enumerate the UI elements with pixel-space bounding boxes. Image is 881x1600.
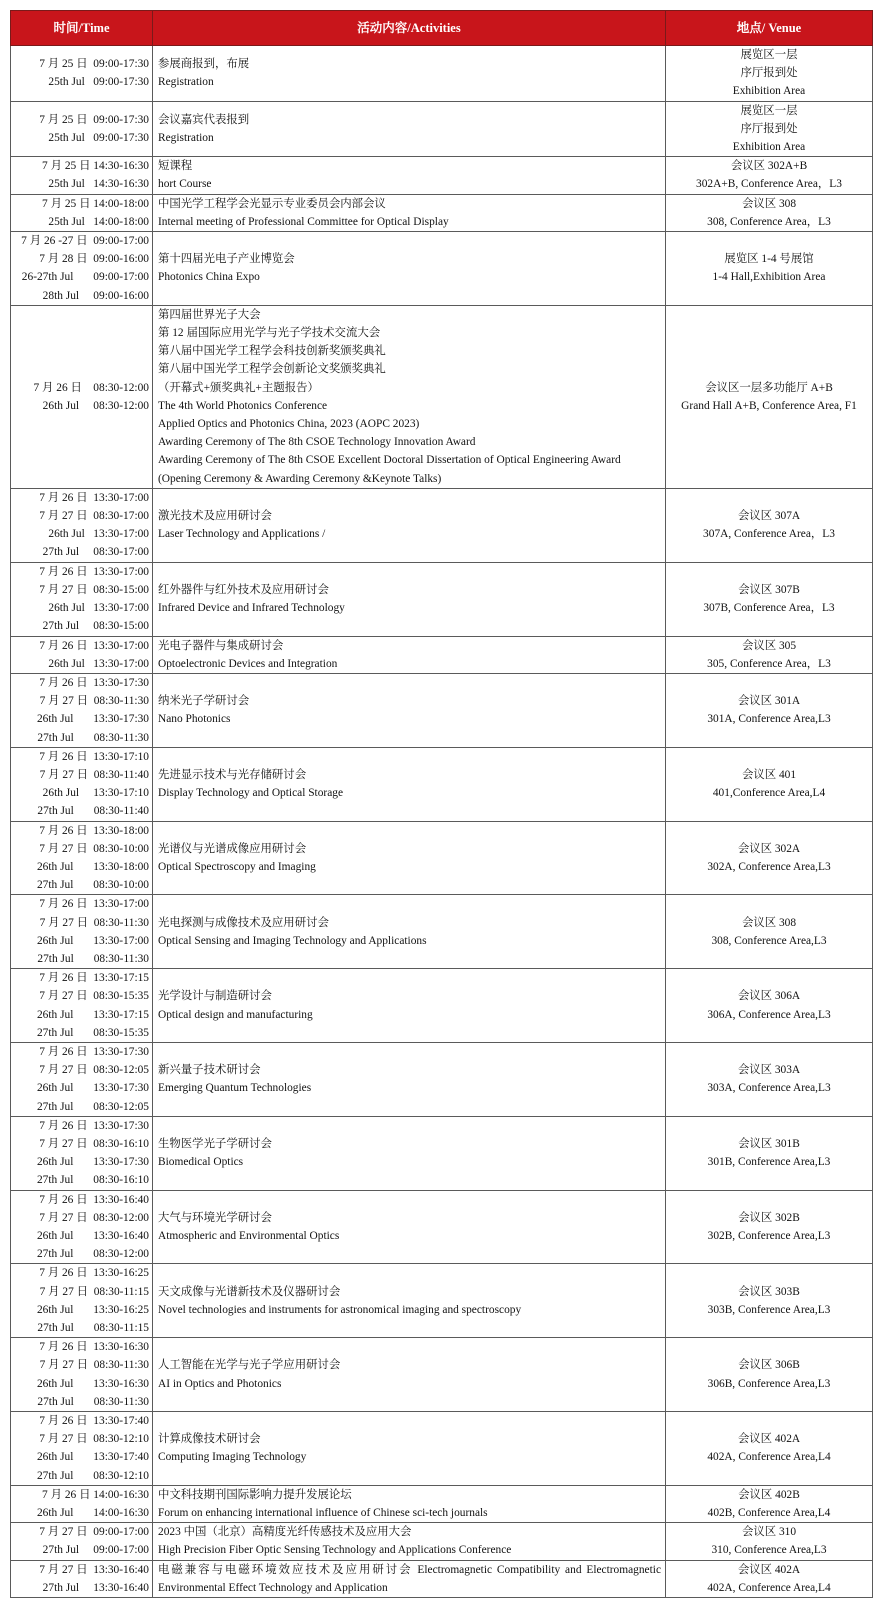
venue-line: 402A, Conference Area,L4 — [707, 1451, 831, 1464]
activity-line: Nano Photonics — [158, 713, 231, 726]
time-cell — [11, 636, 153, 673]
venue-cell — [666, 1412, 873, 1486]
venue-cell — [666, 194, 873, 231]
venue-cell — [666, 895, 873, 969]
time-line: 7 月 27 日 08:30-12:10 — [39, 1433, 149, 1446]
activity-line: 天文成像与光谱新技术及仪器研讨会 — [158, 1285, 341, 1298]
venue-line: Exhibition Area — [732, 85, 806, 98]
time-line: 7 月 26 日 13:30-16:30 — [39, 1341, 149, 1354]
time-line: 28th Jul 09:00-16:00 — [42, 289, 149, 302]
venue-cell — [666, 1116, 873, 1190]
activity-line: 第十四届光电子产业博览会 — [158, 253, 295, 266]
time-line: 27th Jul 13:30-16:40 — [42, 1581, 149, 1594]
time-cell — [11, 673, 153, 747]
venue-cell — [666, 747, 873, 821]
time-line: 7 月 27 日 08:30-11:30 — [39, 1359, 149, 1372]
schedule-row — [11, 157, 873, 194]
activity-line: Biomedical Optics — [158, 1156, 244, 1169]
venue-cell — [666, 636, 873, 673]
time-cell — [11, 305, 153, 488]
venue-cell — [666, 1485, 873, 1522]
venue-line: 会议区 302A — [737, 842, 801, 855]
header-venue: 地点/ Venue — [666, 11, 873, 46]
act-cell — [153, 1042, 666, 1116]
act-cell — [153, 305, 666, 488]
venue-line: 展览区 1-4 号展馆 — [724, 253, 814, 266]
act-cell — [153, 636, 666, 673]
activity-line: Display Technology and Optical Storage — [158, 787, 343, 800]
time-line: 25th Jul 14:00-18:00 — [48, 215, 149, 228]
time-line: 25th Jul 09:00-17:30 — [48, 131, 149, 144]
time-cell — [11, 101, 153, 157]
time-line: 26th Jul 13:30-17:00 — [48, 657, 149, 670]
venue-cell — [666, 101, 873, 157]
time-cell — [11, 1412, 153, 1486]
venue-line: 序厅报到处 — [740, 122, 798, 135]
venue-cell — [666, 562, 873, 636]
venue-cell — [666, 488, 873, 562]
time-line: 26th Jul 13:30-17:30 — [36, 713, 149, 726]
activity-line: 人工智能在光学与光子学应用研讨会 — [158, 1359, 341, 1372]
time-line: 7 月 27 日 08:30-11:30 — [39, 916, 149, 929]
venue-line: 302A, Conference Area,L3 — [707, 860, 831, 873]
time-cell — [11, 157, 153, 194]
activity-line: 光学设计与制造研讨会 — [158, 990, 272, 1003]
schedule-row — [11, 821, 873, 895]
act-cell — [153, 101, 666, 157]
schedule-row — [11, 1338, 873, 1412]
time-cell — [11, 895, 153, 969]
venue-line: 306A, Conference Area,L3 — [707, 1008, 831, 1021]
schedule-row — [11, 1485, 873, 1522]
time-line: 7 月 27 日 08:30-15:35 — [39, 990, 149, 1003]
activity-line: AI in Optics and Photonics — [158, 1377, 282, 1390]
activity-line: 纳米光子学研讨会 — [158, 695, 250, 708]
time-line: 27th Jul 08:30-12:00 — [36, 1248, 149, 1261]
venue-line: 310, Conference Area,L3 — [711, 1544, 827, 1557]
venue-cell — [666, 1338, 873, 1412]
venue-cell — [666, 46, 873, 102]
time-cell — [11, 1523, 153, 1560]
venue-line: 展览区一层 — [740, 49, 798, 61]
time-line: 7 月 26 日 13:30-17:30 — [39, 676, 149, 689]
venue-line: 302A+B, Conference Area，L3 — [696, 178, 842, 191]
time-line: 7 月 26 日 13:30-17:40 — [39, 1415, 149, 1428]
schedule-row — [11, 1042, 873, 1116]
time-line: 7 月 26 日 13:30-18:00 — [39, 824, 149, 837]
time-cell — [11, 747, 153, 821]
activity-line: Registration — [158, 76, 214, 89]
venue-cell — [666, 1560, 873, 1597]
time-cell — [11, 562, 153, 636]
time-cell — [11, 1338, 153, 1412]
act-cell — [153, 232, 666, 306]
time-cell — [11, 1264, 153, 1338]
activity-line: Registration — [158, 131, 214, 144]
schedule-row — [11, 1412, 873, 1486]
time-line: 7 月 27 日 08:30-11:30 — [39, 695, 149, 708]
time-line: 7 月 26 日 13:30-17:30 — [39, 1045, 149, 1058]
time-line: 25th Jul 14:30-16:30 — [48, 178, 149, 191]
time-line: 7 月 26 日 13:30-17:10 — [39, 750, 149, 763]
time-cell — [11, 232, 153, 306]
time-line: 26th Jul 13:30-17:00 — [48, 528, 149, 541]
time-line: 27th Jul 08:30-10:00 — [36, 879, 149, 892]
time-line: 27th Jul 08:30-11:30 — [37, 731, 149, 744]
venue-cell — [666, 821, 873, 895]
time-cell — [11, 1116, 153, 1190]
venue-line: 会议区 401 — [741, 768, 797, 781]
activity-line: 短课程 — [158, 160, 193, 173]
act-cell — [153, 46, 666, 102]
act-cell — [153, 1412, 666, 1486]
time-line: 7 月 26 日 08:30-12:00 — [33, 381, 149, 394]
schedule-row — [11, 305, 873, 488]
act-cell — [153, 747, 666, 821]
time-line: 26th Jul 13:30-17:15 — [36, 1008, 149, 1021]
time-line: 26th Jul 13:30-17:00 — [48, 602, 149, 615]
time-line: 7 月 26 日 13:30-16:40 — [39, 1193, 149, 1206]
time-line: 26th Jul 08:30-12:00 — [42, 399, 149, 412]
activity-line: Optical design and manufacturing — [158, 1008, 313, 1021]
act-cell — [153, 1338, 666, 1412]
time-line: 7 月 26 日 13:30-17:00 — [39, 639, 149, 652]
activity-line: Optical Sensing and Imaging Technology and Applications — [158, 934, 427, 947]
venue-line: 会议区 308 — [741, 197, 797, 210]
time-line: 27th Jul 08:30-12:05 — [36, 1100, 149, 1113]
act-cell — [153, 1560, 666, 1597]
act-cell — [153, 1264, 666, 1338]
time-line: 27th Jul 08:30-15:00 — [42, 620, 149, 633]
venue-line: 会议区 301B — [738, 1137, 800, 1150]
activity-line: Applied Optics and Photonics China, 2023 (AOPC 2023) — [158, 418, 420, 431]
schedule-row — [11, 1523, 873, 1560]
venue-line: 308, Conference Area，L3 — [707, 215, 831, 228]
venue-line: 303A, Conference Area,L3 — [707, 1082, 831, 1095]
activity-line: Optoelectronic Devices and Integration — [158, 657, 338, 670]
venue-line: 305, Conference Area，L3 — [707, 657, 831, 670]
venue-line: 会议区 306A — [737, 990, 801, 1003]
time-line: 7 月 27 日 08:30-10:00 — [39, 842, 149, 855]
activity-line: 计算成像技术研讨会 — [158, 1433, 261, 1446]
schedule-row — [11, 895, 873, 969]
venue-line: 会议区 307A — [737, 510, 801, 523]
activity-line: 大气与环境光学研讨会 — [158, 1211, 272, 1224]
schedule-row — [11, 101, 873, 157]
time-line: 7 月 26 -27 日 09:00-17:00 — [21, 235, 149, 248]
time-line: 7 月 26 日 13:30-17:00 — [39, 565, 149, 578]
schedule-row — [11, 46, 873, 102]
time-line: 7 月 27 日 08:30-15:00 — [39, 583, 149, 596]
venue-line: 会议区 303A — [737, 1064, 801, 1077]
activity-line: 中国光学工程学会光显示专业委员会内部会议 — [158, 197, 386, 210]
time-line: 7 月 26 日 13:30-17:00 — [39, 898, 149, 911]
time-cell — [11, 1560, 153, 1597]
venue-line: 303B, Conference Area,L3 — [707, 1303, 831, 1316]
activity-line: 会议嘉宾代表报到 — [158, 113, 250, 126]
header-row — [11, 11, 873, 46]
schedule-row — [11, 1264, 873, 1338]
activity-line: 第八届中国光学工程学会科技创新奖颁奖典礼 — [158, 345, 386, 358]
activity-line: Novel technologies and instruments for astronomical imaging and spectroscopy — [158, 1303, 522, 1316]
time-line: 27th Jul 08:30-11:15 — [37, 1322, 149, 1335]
activity-line: Awarding Ceremony of The 8th CSOE Technology Innovation Award — [158, 436, 476, 449]
time-line: 7 月 27 日 08:30-11:15 — [39, 1285, 149, 1298]
time-line: 27th Jul 08:30-15:35 — [36, 1026, 149, 1039]
schedule-row — [11, 673, 873, 747]
time-line: 27th Jul 08:30-12:10 — [36, 1469, 149, 1482]
time-line: 7 月 25 日 14:00-18:00 — [42, 197, 149, 210]
activity-line: Internal meeting of Professional Committee for Optical Display — [158, 215, 449, 228]
time-line: 7 月 27 日 08:30-11:40 — [39, 768, 149, 781]
venue-line: 会议区 307B — [738, 583, 800, 596]
activity-line: hort Course — [158, 178, 212, 191]
venue-line: 302B, Conference Area,L3 — [707, 1230, 831, 1242]
venue-line: 会议区 402A — [737, 1433, 801, 1446]
time-line: 27th Jul 09:00-17:00 — [42, 1544, 149, 1557]
venue-line: Grand Hall A+B, Conference Area, F1 — [681, 399, 857, 412]
venue-line: 1-4 Hall,Exhibition Area — [712, 271, 826, 284]
time-line: 7 月 27 日 09:00-17:00 — [39, 1526, 149, 1539]
header-time: 时间/Time — [11, 11, 153, 46]
time-cell — [11, 1042, 153, 1116]
activity-line: 光谱仪与光谱成像应用研讨会 — [158, 842, 307, 855]
venue-line: 会议区 305 — [741, 639, 797, 652]
activity-line: 激光技术及应用研讨会 — [158, 510, 272, 523]
time-cell — [11, 194, 153, 231]
venue-line: 会议区 302B — [738, 1211, 800, 1224]
activity-line: 生物医学光子学研讨会 — [158, 1137, 272, 1150]
venue-cell — [666, 157, 873, 194]
time-line: 7 月 26 日 13:30-17:30 — [39, 1119, 149, 1132]
act-cell — [153, 969, 666, 1043]
schedule-row — [11, 1560, 873, 1597]
schedule-table — [10, 10, 873, 1598]
activity-line: 第 12 届国际应用光学与光子学技术交流大会 — [158, 327, 381, 340]
venue-line: 会议区 306B — [738, 1359, 800, 1372]
time-line: 7 月 27 日 08:30-16:10 — [39, 1137, 149, 1150]
venue-line: 会议区一层多功能厅 A+B — [705, 381, 833, 394]
venue-cell — [666, 1264, 873, 1338]
venue-cell — [666, 673, 873, 747]
act-cell — [153, 673, 666, 747]
venue-cell — [666, 1523, 873, 1560]
activity-line: 第八届中国光学工程学会创新论文奖颁奖典礼 — [158, 363, 386, 376]
venue-line: 401,Conference Area,L4 — [712, 787, 826, 800]
activity-line: 2023 中国（北京）高精度光纤传感技术及应用大会 — [158, 1526, 412, 1539]
activity-line: 电磁兼容与电磁环境效应技术及应用研讨会 Electromagnetic Compatibility and Electromagnetic — [158, 1563, 661, 1576]
time-line: 26th Jul 13:30-17:40 — [36, 1451, 149, 1464]
venue-line: 会议区 402A — [737, 1563, 801, 1576]
time-line: 27th Jul 08:30-11:40 — [37, 805, 149, 818]
venue-cell — [666, 969, 873, 1043]
time-line: 27th Jul 08:30-11:30 — [37, 952, 149, 965]
time-line: 26th Jul 13:30-18:00 — [36, 860, 149, 873]
schedule-row — [11, 747, 873, 821]
venue-line: 会议区 301A — [737, 695, 801, 708]
activity-line: 红外器件与红外技术及应用研讨会 — [158, 583, 329, 596]
time-line: 26-27th Jul 09:00-17:00 — [21, 271, 149, 284]
time-line: 27th Jul 08:30-11:30 — [37, 1395, 149, 1408]
venue-line: 会议区 310 — [741, 1526, 797, 1539]
time-line: 7 月 25 日 09:00-17:30 — [39, 58, 149, 71]
schedule-row — [11, 232, 873, 306]
venue-line: 301A, Conference Area,L3 — [707, 713, 831, 726]
schedule-row — [11, 562, 873, 636]
time-line: 26th Jul 13:30-16:40 — [36, 1230, 149, 1242]
venue-cell — [666, 1190, 873, 1264]
time-line: 7 月 26 日 13:30-16:25 — [39, 1267, 149, 1280]
time-line: 7 月 25 日 09:00-17:30 — [39, 113, 149, 126]
activity-line: (Opening Ceremony & Awarding Ceremony &Keynote Talks) — [158, 472, 442, 485]
time-line: 7 月 27 日 08:30-12:05 — [39, 1064, 149, 1077]
activity-line: Environmental Effect Technology and Application — [158, 1581, 388, 1594]
activity-line: Atmospheric and Environmental Optics — [158, 1230, 340, 1242]
schedule-row — [11, 488, 873, 562]
activity-line: Laser Technology and Applications / — [158, 528, 326, 541]
time-line: 7 月 27 日 08:30-17:00 — [39, 510, 149, 523]
schedule-row — [11, 1116, 873, 1190]
act-cell — [153, 895, 666, 969]
activity-line: Photonics China Expo — [158, 271, 260, 284]
time-line: 26th Jul 13:30-17:10 — [42, 787, 149, 800]
venue-line: 会议区 302A+B — [730, 160, 808, 173]
schedule-row — [11, 1190, 873, 1264]
time-cell — [11, 969, 153, 1043]
act-cell — [153, 1485, 666, 1522]
schedule-row — [11, 194, 873, 231]
activity-line: 先进显示技术与光存储研讨会 — [158, 768, 307, 781]
venue-line: 会议区 308 — [741, 916, 797, 929]
venue-line: 会议区 303B — [738, 1285, 800, 1298]
time-cell — [11, 821, 153, 895]
header-activities: 活动内容/Activities — [153, 11, 666, 46]
activity-line: 新兴量子技术研讨会 — [158, 1064, 261, 1077]
time-line: 7 月 26 日 14:00-16:30 — [42, 1488, 149, 1501]
time-line: 26th Jul 14:00-16:30 — [36, 1507, 149, 1520]
time-line: 7 月 26 日 13:30-17:15 — [39, 972, 149, 985]
time-line: 27th Jul 08:30-16:10 — [36, 1174, 149, 1187]
time-line: 26th Jul 13:30-16:30 — [36, 1377, 149, 1390]
time-line: 26th Jul 13:30-17:00 — [36, 934, 149, 947]
time-cell — [11, 1190, 153, 1264]
venue-line: 402B, Conference Area,L4 — [707, 1507, 831, 1520]
time-line: 26th Jul 13:30-16:25 — [36, 1303, 149, 1316]
time-line: 7 月 25 日 14:30-16:30 — [42, 160, 149, 173]
activity-line: High Precision Fiber Optic Sensing Technology and Applications Conference — [158, 1544, 512, 1557]
venue-line: 307A, Conference Area，L3 — [703, 528, 835, 541]
time-line: 26th Jul 13:30-17:30 — [36, 1082, 149, 1095]
time-line: 26th Jul 13:30-17:30 — [36, 1156, 149, 1169]
act-cell — [153, 821, 666, 895]
act-cell — [153, 1523, 666, 1560]
activity-line: The 4th World Photonics Conference — [158, 399, 328, 412]
time-cell — [11, 46, 153, 102]
time-line: 7 月 26 日 13:30-17:00 — [39, 491, 149, 504]
venue-cell — [666, 1042, 873, 1116]
activity-line: Infrared Device and Infrared Technology — [158, 602, 345, 615]
activity-line: Optical Spectroscopy and Imaging — [158, 860, 316, 873]
venue-line: 序厅报到处 — [740, 67, 798, 80]
time-line: 7 月 28 日 09:00-16:00 — [39, 253, 149, 266]
activity-line: 第四届世界光子大会 — [158, 308, 261, 321]
activity-line: 光电子器件与集成研讨会 — [158, 639, 284, 652]
venue-line: 308, Conference Area,L3 — [711, 934, 827, 947]
act-cell — [153, 1190, 666, 1264]
activity-line: Forum on enhancing international influence of Chinese sci-tech journals — [158, 1507, 488, 1520]
act-cell — [153, 1116, 666, 1190]
venue-cell — [666, 305, 873, 488]
venue-line: 展览区一层 — [740, 104, 798, 117]
act-cell — [153, 562, 666, 636]
activity-line: Computing Imaging Technology — [158, 1451, 307, 1464]
venue-line: Exhibition Area — [732, 141, 806, 154]
venue-line: 306B, Conference Area,L3 — [707, 1377, 831, 1390]
act-cell — [153, 488, 666, 562]
schedule-row — [11, 969, 873, 1043]
time-line: 7 月 27 日 13:30-16:40 — [39, 1563, 149, 1576]
time-line: 25th Jul 09:00-17:30 — [48, 76, 149, 89]
act-cell — [153, 194, 666, 231]
activity-line: Emerging Quantum Technologies — [158, 1082, 312, 1095]
venue-line: 会议区 402B — [738, 1488, 800, 1501]
venue-line: 402A, Conference Area,L4 — [707, 1581, 831, 1594]
time-cell — [11, 488, 153, 562]
venue-line: 301B, Conference Area,L3 — [707, 1156, 831, 1169]
venue-cell — [666, 232, 873, 306]
activity-line: 光电探测与成像技术及应用研讨会 — [158, 916, 329, 929]
activity-line: 参展商报到，布展 — [158, 58, 250, 71]
act-cell — [153, 157, 666, 194]
activity-line: Awarding Ceremony of The 8th CSOE Excellent Doctoral Dissertation of Optical Engineering Award — [158, 454, 621, 467]
time-cell — [11, 1485, 153, 1522]
activity-line: （开幕式+颁奖典礼+主题报告） — [158, 381, 319, 394]
time-line: 27th Jul 08:30-17:00 — [42, 546, 149, 559]
venue-line: 307B, Conference Area，L3 — [703, 602, 835, 615]
schedule-row — [11, 636, 873, 673]
activity-line: 中文科技期刊国际影响力提升发展论坛 — [158, 1488, 352, 1501]
time-line: 7 月 27 日 08:30-12:00 — [39, 1211, 149, 1224]
